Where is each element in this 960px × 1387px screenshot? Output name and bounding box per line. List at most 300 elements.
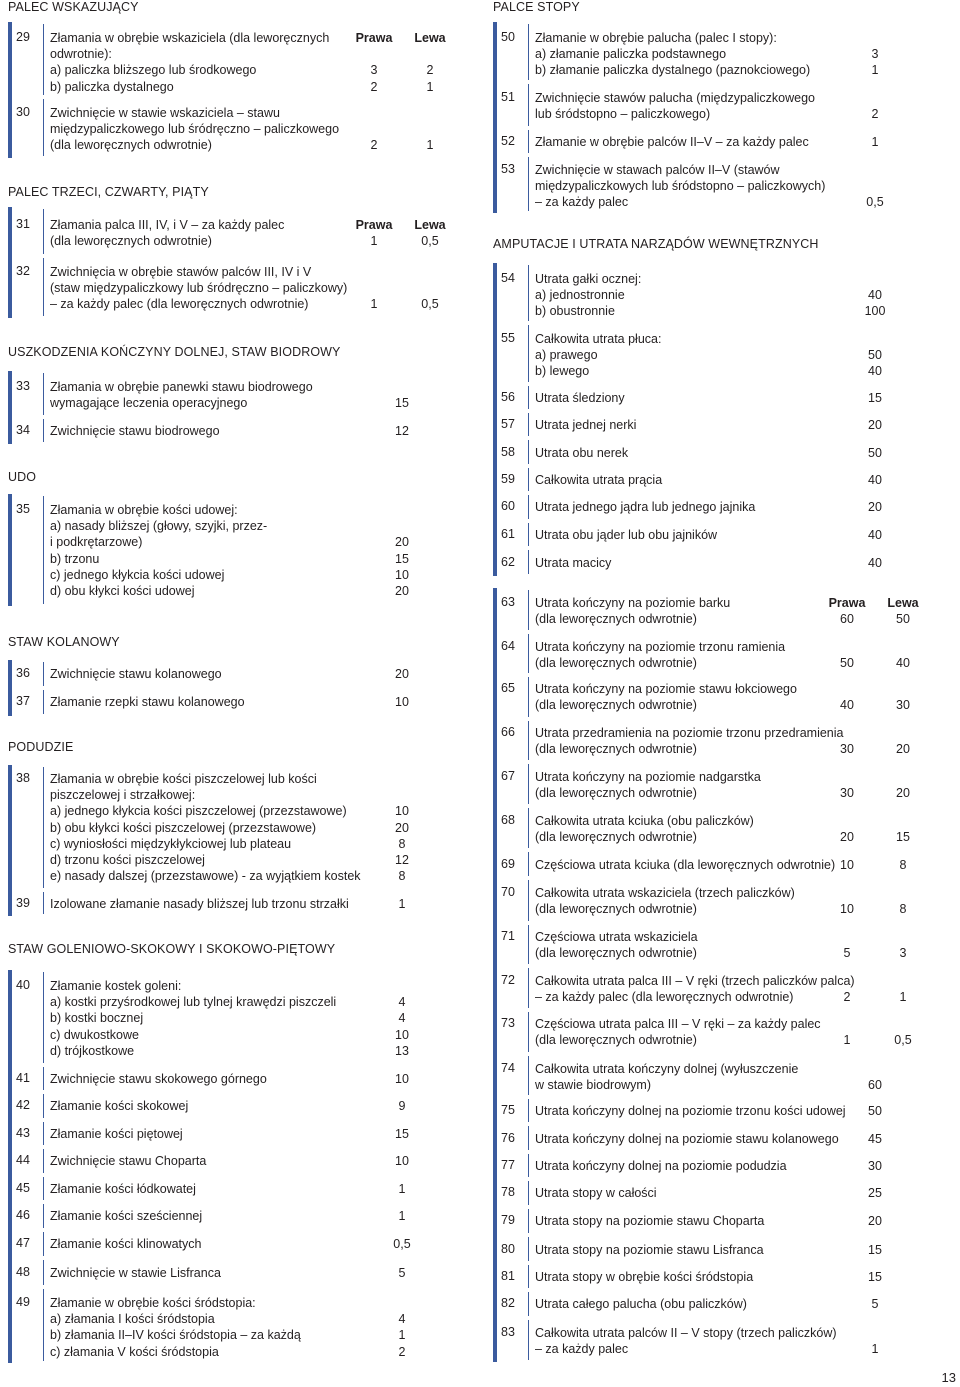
row-number: 59 [501, 472, 515, 486]
column-header-right: Prawa [355, 31, 393, 45]
row-number: 55 [501, 331, 515, 345]
column-divider [528, 265, 529, 321]
row-number: 43 [16, 1126, 30, 1140]
row-number: 81 [501, 1269, 515, 1283]
line-text: – za każdy palec (dla leworęcznych odwrotnie) [535, 990, 794, 1005]
value-left: 3 [899, 946, 907, 961]
line-text: a) złamanie paliczka podstawnego [535, 47, 727, 62]
value-right: 40 [868, 288, 882, 303]
line-text: d) trójkostkowe [50, 1043, 135, 1058]
row-number: 40 [16, 978, 30, 992]
line-text: Utrata stopy na poziomie stawu Choparta [535, 1214, 765, 1228]
value-right: 40 [840, 698, 854, 713]
column-divider [43, 1122, 44, 1145]
line-text: Złamanie kostek goleni: [50, 979, 182, 993]
row-number: 48 [16, 1265, 30, 1279]
column-divider [528, 1012, 529, 1052]
value-right: 15 [868, 1270, 882, 1284]
table-row [493, 411, 882, 438]
value-right: 20 [395, 535, 409, 550]
column-divider [528, 495, 529, 519]
row-number: 82 [501, 1296, 515, 1310]
row-number: 44 [16, 1153, 30, 1167]
table-row [493, 588, 919, 632]
value-right: 15 [395, 551, 409, 566]
row-number: 34 [16, 423, 30, 437]
table-row [8, 1065, 409, 1092]
table-row [8, 1287, 406, 1363]
row-number: 39 [16, 896, 30, 910]
line-text: a) złamania I kości śródstopia [50, 1312, 215, 1327]
value-right: 20 [868, 1214, 882, 1228]
value-right: 5 [871, 1297, 879, 1311]
value-right: 5 [843, 946, 851, 961]
line-text: Zwichnięcie stawów palucha (międzypaliczkowego [535, 91, 815, 105]
line-text: Utrata macicy [535, 556, 612, 570]
value-right: 50 [868, 446, 882, 460]
line-text: a) nasady bliższej (głowy, szyjki, przez- [50, 519, 268, 534]
section-title: STAW KOLANOWY [8, 635, 120, 649]
value-right: 1 [871, 1342, 879, 1357]
line-text: Częściowa utrata palca III – V ręki – za każdy palec [535, 1017, 821, 1031]
value-right: 2 [370, 79, 378, 94]
section-title: PALCE STOPY [493, 0, 580, 14]
line-text: (dla leworęcznych odwrotnie) [535, 830, 697, 845]
value-right: 4 [398, 1312, 406, 1327]
column-divider [528, 1181, 529, 1205]
line-text: Złamanie kości piętowej [50, 1127, 183, 1141]
row-number: 66 [501, 725, 515, 739]
row-number: 36 [16, 666, 30, 680]
line-text: Złamanie rzepki stawu kolanowego [50, 695, 245, 709]
line-text: c) złamania V kości śródstopia [50, 1344, 219, 1359]
table-row [493, 155, 884, 213]
value-right: 8 [398, 869, 406, 884]
row-number: 63 [501, 595, 515, 609]
value-right: 40 [868, 473, 882, 487]
line-text: Częściowa utrata kciuka (dla leworęcznych odwrotnie) [535, 858, 836, 872]
row-number: 47 [16, 1236, 30, 1250]
value-right: 15 [868, 1243, 882, 1257]
value-right: 30 [868, 1159, 882, 1173]
column-divider [528, 1292, 529, 1316]
line-text: Utrata obu nerek [535, 446, 629, 460]
line-text: a) jednego kłykcia kości piszczelowej (przezstawowe) [50, 804, 347, 819]
table-row [8, 417, 409, 444]
table-row [493, 1235, 882, 1263]
value-right: 20 [868, 500, 882, 514]
row-number: 70 [501, 885, 515, 899]
column-divider [528, 1237, 529, 1261]
value-right: 8 [398, 836, 406, 851]
row-number: 62 [501, 555, 515, 569]
row-number: 45 [16, 1181, 30, 1195]
line-text: Złamanie w obrębie palców II–V – za każdy palec [535, 135, 809, 149]
column-divider [528, 157, 529, 211]
line-text: międzypaliczkowego lub śródręczno – paliczkowego [50, 122, 340, 137]
table-row [493, 1152, 882, 1179]
line-text: Całkowita utrata wskaziciela (trzech paliczków) [535, 886, 795, 900]
row-number: 80 [501, 1242, 515, 1256]
line-text: b) kostki bocznej [50, 1011, 144, 1026]
table-row [8, 1258, 406, 1287]
column-divider [528, 677, 529, 717]
table-row [8, 1230, 411, 1258]
value-right: 20 [395, 583, 409, 598]
row-number: 61 [501, 527, 515, 541]
section-title: PALEC WSKAZUJĄCY [8, 0, 139, 14]
value-right: 15 [395, 1127, 409, 1141]
line-text: (dla leworęcznych odwrotnie) [535, 612, 697, 627]
column-divider [43, 690, 44, 714]
line-text: Całkowita utrata płuca: [535, 332, 662, 346]
column-divider [43, 1260, 44, 1285]
table-row [493, 438, 882, 466]
value-right: 4 [398, 1011, 406, 1026]
column-divider [43, 419, 44, 442]
value-left: 20 [896, 742, 910, 757]
value-right: 50 [868, 1104, 882, 1118]
table-row [493, 806, 910, 850]
value-right: 20 [868, 418, 882, 432]
row-number: 83 [501, 1325, 515, 1339]
table-row [8, 1120, 409, 1147]
value-right: 60 [840, 612, 854, 627]
value-right: 20 [395, 667, 409, 681]
line-text: Złamania palca III, IV, i V – za każdy palec [50, 218, 285, 232]
value-right: 13 [395, 1043, 409, 1058]
line-text: (dla leworęcznych odwrotnie) [50, 138, 212, 153]
value-left: 0,5 [421, 297, 439, 312]
value-left: 1 [899, 990, 907, 1005]
line-text: Złamanie w obrębie kości śródstopia: [50, 1296, 256, 1310]
column-divider [528, 84, 529, 126]
line-text: Utrata stopy na poziomie stawu Lisfranca [535, 1243, 764, 1257]
row-number: 68 [501, 813, 515, 827]
column-header-left: Lewa [887, 596, 919, 610]
value-left: 50 [896, 612, 910, 627]
line-text: Zwichnięcie w stawie Lisfranca [50, 1266, 221, 1280]
line-text: (dla leworęcznych odwrotnie) [535, 742, 697, 757]
line-text: (dla leworęcznych odwrotnie) [535, 1033, 697, 1048]
line-text: b) paliczka dystalnego [50, 79, 174, 94]
column-divider [528, 925, 529, 964]
table-row [8, 97, 434, 158]
value-right: 2 [398, 1344, 406, 1359]
table-row [493, 323, 882, 384]
column-divider [43, 1177, 44, 1200]
column-divider [43, 209, 44, 254]
table-row [493, 1124, 882, 1152]
line-text: Złamanie kości łódkowatej [50, 1182, 196, 1196]
line-text: Zwichnięcie w stawie wskaziciela – stawu [50, 106, 280, 120]
section-title: UDO [8, 470, 37, 484]
column-divider [528, 808, 529, 848]
value-left: 20 [896, 786, 910, 801]
column-divider [43, 892, 44, 914]
table-row [8, 22, 446, 97]
value-left: 1 [426, 138, 434, 153]
table-row [493, 263, 886, 323]
table-row [493, 762, 910, 806]
row-number: 75 [501, 1103, 515, 1117]
column-divider [528, 721, 529, 760]
value-right: 1 [398, 1209, 406, 1223]
column-divider [528, 968, 529, 1008]
row-number: 79 [501, 1213, 515, 1227]
value-right: 1 [398, 897, 406, 911]
line-text: w stawie biodrowym) [535, 1078, 652, 1093]
line-text: Całkowita utrata palców II – V stopy (trzech paliczków) [535, 1326, 837, 1340]
column-divider [528, 413, 529, 436]
value-left: 15 [896, 830, 910, 845]
line-text: Zwichnięcie w stawach palców II–V (stawów [535, 163, 780, 177]
row-number: 32 [16, 264, 30, 278]
table-row [8, 371, 409, 417]
value-right: 2 [370, 138, 378, 153]
column-divider [528, 1154, 529, 1177]
column-divider [528, 130, 529, 153]
value-right: 1 [843, 1033, 851, 1048]
row-number: 53 [501, 162, 515, 176]
table-row [8, 494, 409, 606]
column-divider [528, 1056, 529, 1095]
table-row [493, 675, 910, 719]
line-text: (dla leworęcznych odwrotnie) [535, 698, 697, 713]
row-number: 35 [16, 502, 30, 516]
line-text: a) prawego [535, 348, 598, 363]
line-text: Całkowita utrata palca III – V ręki (trzech paliczków palca) [535, 974, 855, 988]
table-row [493, 632, 910, 675]
line-text: b) lewego [535, 364, 590, 379]
row-number: 52 [501, 134, 515, 148]
line-text: Utrata jednej nerki [535, 418, 637, 432]
row-number: 58 [501, 445, 515, 459]
section-title: USZKODZENIA KOŃCZYNY DOLNEJ, STAW BIODROWY [8, 345, 341, 359]
column-divider [528, 764, 529, 804]
value-right: 30 [840, 742, 854, 757]
section-title: PALEC TRZECI, CZWARTY, PIĄTY [8, 185, 209, 199]
line-text: i podkrętarzowe) [50, 535, 143, 550]
value-right: 50 [840, 656, 854, 671]
row-number: 64 [501, 639, 515, 653]
value-right: 15 [868, 391, 882, 405]
line-text: a) paliczka bliższego lub środkowego [50, 63, 257, 78]
value-left: 0,5 [894, 1033, 912, 1048]
column-divider [528, 634, 529, 673]
row-number: 38 [16, 771, 30, 785]
line-text: Izolowane złamanie nasady bliższej lub trzonu strzałki [50, 897, 349, 911]
row-number: 69 [501, 857, 515, 871]
table-row [8, 1202, 406, 1230]
value-right: 30 [840, 786, 854, 801]
table-row [493, 966, 907, 1010]
value-right: 25 [868, 1186, 882, 1200]
line-text: b) złamanie paliczka dystalnego (paznokciowego) [535, 63, 811, 78]
column-header-left: Lewa [414, 31, 446, 45]
table-row [493, 1097, 882, 1124]
value-left: 40 [896, 656, 910, 671]
column-divider [528, 386, 529, 409]
line-text: c) jednego kłykcia kości udowej [50, 567, 225, 582]
row-number: 29 [16, 30, 30, 44]
line-text: Zwichnięcia w obrębie stawów palców III, IV i V [50, 265, 312, 279]
table-row [493, 1010, 912, 1054]
line-text: międzypaliczkowych lub śródstopno – paliczkowych) [535, 179, 826, 194]
value-right: 12 [395, 424, 409, 438]
line-text: b) trzonu [50, 551, 100, 566]
table-row [493, 128, 879, 155]
value-right: 45 [868, 1132, 882, 1146]
line-text: – za każdy palec [535, 1342, 629, 1357]
value-right: 1 [871, 135, 879, 149]
row-number: 49 [16, 1295, 30, 1309]
table-row [493, 493, 882, 521]
table-row [493, 1207, 882, 1235]
row-number: 54 [501, 271, 515, 285]
table-row [493, 1290, 879, 1318]
value-right: 3 [871, 47, 879, 62]
row-number: 33 [16, 379, 30, 393]
table-row [493, 466, 882, 493]
column-header-left: Lewa [414, 218, 446, 232]
line-text: Utrata przedramienia na poziomie trzonu przedramienia [535, 726, 844, 740]
table-row [8, 970, 409, 1065]
column-divider [43, 258, 44, 316]
column-divider [528, 1320, 529, 1360]
table-row [493, 82, 879, 128]
value-right: 1 [398, 1182, 406, 1196]
value-right: 10 [395, 1154, 409, 1168]
line-text: Utrata jednego jądra lub jednego jajnika [535, 500, 756, 514]
line-text: (dla leworęcznych odwrotnie) [535, 902, 697, 917]
table-row [8, 890, 406, 916]
row-number: 76 [501, 1131, 515, 1145]
row-number: 41 [16, 1071, 30, 1085]
value-right: 5 [398, 1266, 406, 1280]
line-text: Utrata śledziony [535, 391, 625, 405]
line-text: b) obu kłykci kości piszczelowej (przezstawowe) [50, 820, 317, 835]
table-row [8, 765, 409, 890]
value-right: 10 [395, 804, 409, 819]
table-row [8, 256, 439, 318]
value-right: 40 [868, 364, 882, 379]
line-text: (dla leworęcznych odwrotnie) [535, 656, 697, 671]
value-right: 40 [868, 556, 882, 570]
value-left: 1 [426, 79, 434, 94]
line-text: Utrata stopy w obrębie kości śródstopia [535, 1270, 754, 1284]
table-row [8, 1147, 409, 1175]
line-text: a) kostki przyśrodkowej lub tylnej krawędzi piszczeli [50, 995, 337, 1010]
value-right: 1 [370, 234, 378, 249]
line-text: Zwichnięcie stawu skokowego górnego [50, 1072, 267, 1086]
table-row [493, 719, 910, 762]
line-text: Utrata kończyny na poziomie barku [535, 596, 731, 610]
table-row [493, 878, 907, 923]
value-right: 15 [395, 396, 409, 411]
row-number: 71 [501, 929, 515, 943]
column-header-right: Prawa [355, 218, 393, 232]
table-row [493, 384, 882, 411]
column-header-right: Prawa [828, 596, 866, 610]
line-text: – za każdy palec [535, 195, 629, 210]
value-right: 10 [840, 858, 854, 872]
column-divider [528, 325, 529, 382]
column-divider [43, 1289, 44, 1361]
line-text: c) dwukostkowe [50, 1027, 139, 1042]
row-number: 57 [501, 417, 515, 431]
table-row [493, 1318, 879, 1362]
row-number: 72 [501, 973, 515, 987]
value-right: 10 [395, 1027, 409, 1042]
value-right: 40 [868, 528, 882, 542]
line-text: (dla leworęcznych odwrotnie) [535, 946, 697, 961]
line-text: wymagające leczenia operacyjnego [50, 396, 248, 411]
line-text: Całkowita utrata kciuka (obu paliczków) [535, 814, 754, 828]
value-left: 8 [899, 858, 907, 872]
value-right: 4 [398, 995, 406, 1010]
column-divider [528, 1209, 529, 1233]
row-number: 30 [16, 105, 30, 119]
column-divider [43, 373, 44, 415]
value-right: 20 [840, 830, 854, 845]
value-right: 100 [864, 304, 886, 319]
line-text: Całkowita utrata kończyny dolnej (wyłuszczenie [535, 1062, 799, 1076]
value-right: 12 [395, 852, 409, 867]
table-row [493, 1179, 882, 1207]
value-left: 30 [896, 698, 910, 713]
column-divider [528, 1265, 529, 1288]
row-number: 31 [16, 217, 30, 231]
line-text: a) jednostronnie [535, 288, 625, 303]
column-divider [528, 550, 529, 574]
value-right: 10 [840, 902, 854, 917]
column-divider [43, 496, 44, 604]
column-divider [528, 880, 529, 921]
value-right: 20 [395, 820, 409, 835]
value-right: 0,5 [866, 195, 884, 210]
table-row [8, 688, 409, 716]
column-divider [43, 1067, 44, 1090]
row-number: 37 [16, 694, 30, 708]
column-divider [43, 1149, 44, 1173]
value-right: 0,5 [393, 1237, 411, 1251]
line-text: Złamania w obrębie kości piszczelowej lub kości [50, 772, 317, 786]
line-text: Zwichnięcie stawu biodrowego [50, 424, 220, 438]
line-text: Utrata kończyny na poziomie nadgarstka [535, 770, 761, 784]
column-divider [528, 523, 529, 546]
value-right: 2 [871, 107, 879, 122]
row-number: 60 [501, 499, 515, 513]
column-divider [43, 1232, 44, 1256]
line-text: Utrata obu jąder lub obu jajników [535, 528, 718, 542]
value-right: 10 [395, 567, 409, 582]
line-text: Utrata stopy w całości [535, 1186, 657, 1200]
row-number: 50 [501, 30, 515, 44]
line-text: b) obustronnie [535, 304, 615, 319]
column-divider [43, 24, 44, 95]
value-left: 2 [426, 63, 434, 78]
column-divider [43, 662, 44, 686]
line-text: lub śródstopno – paliczkowego) [535, 107, 711, 122]
table-row [8, 660, 409, 688]
row-number: 74 [501, 1061, 515, 1075]
column-divider [528, 1099, 529, 1122]
line-text: Utrata kończyny dolnej na poziomie stawu kolanowego [535, 1132, 839, 1146]
line-text: Złamanie kości klinowatych [50, 1237, 202, 1251]
line-text: Całkowita utrata prącia [535, 473, 663, 487]
value-right: 1 [398, 1328, 406, 1343]
